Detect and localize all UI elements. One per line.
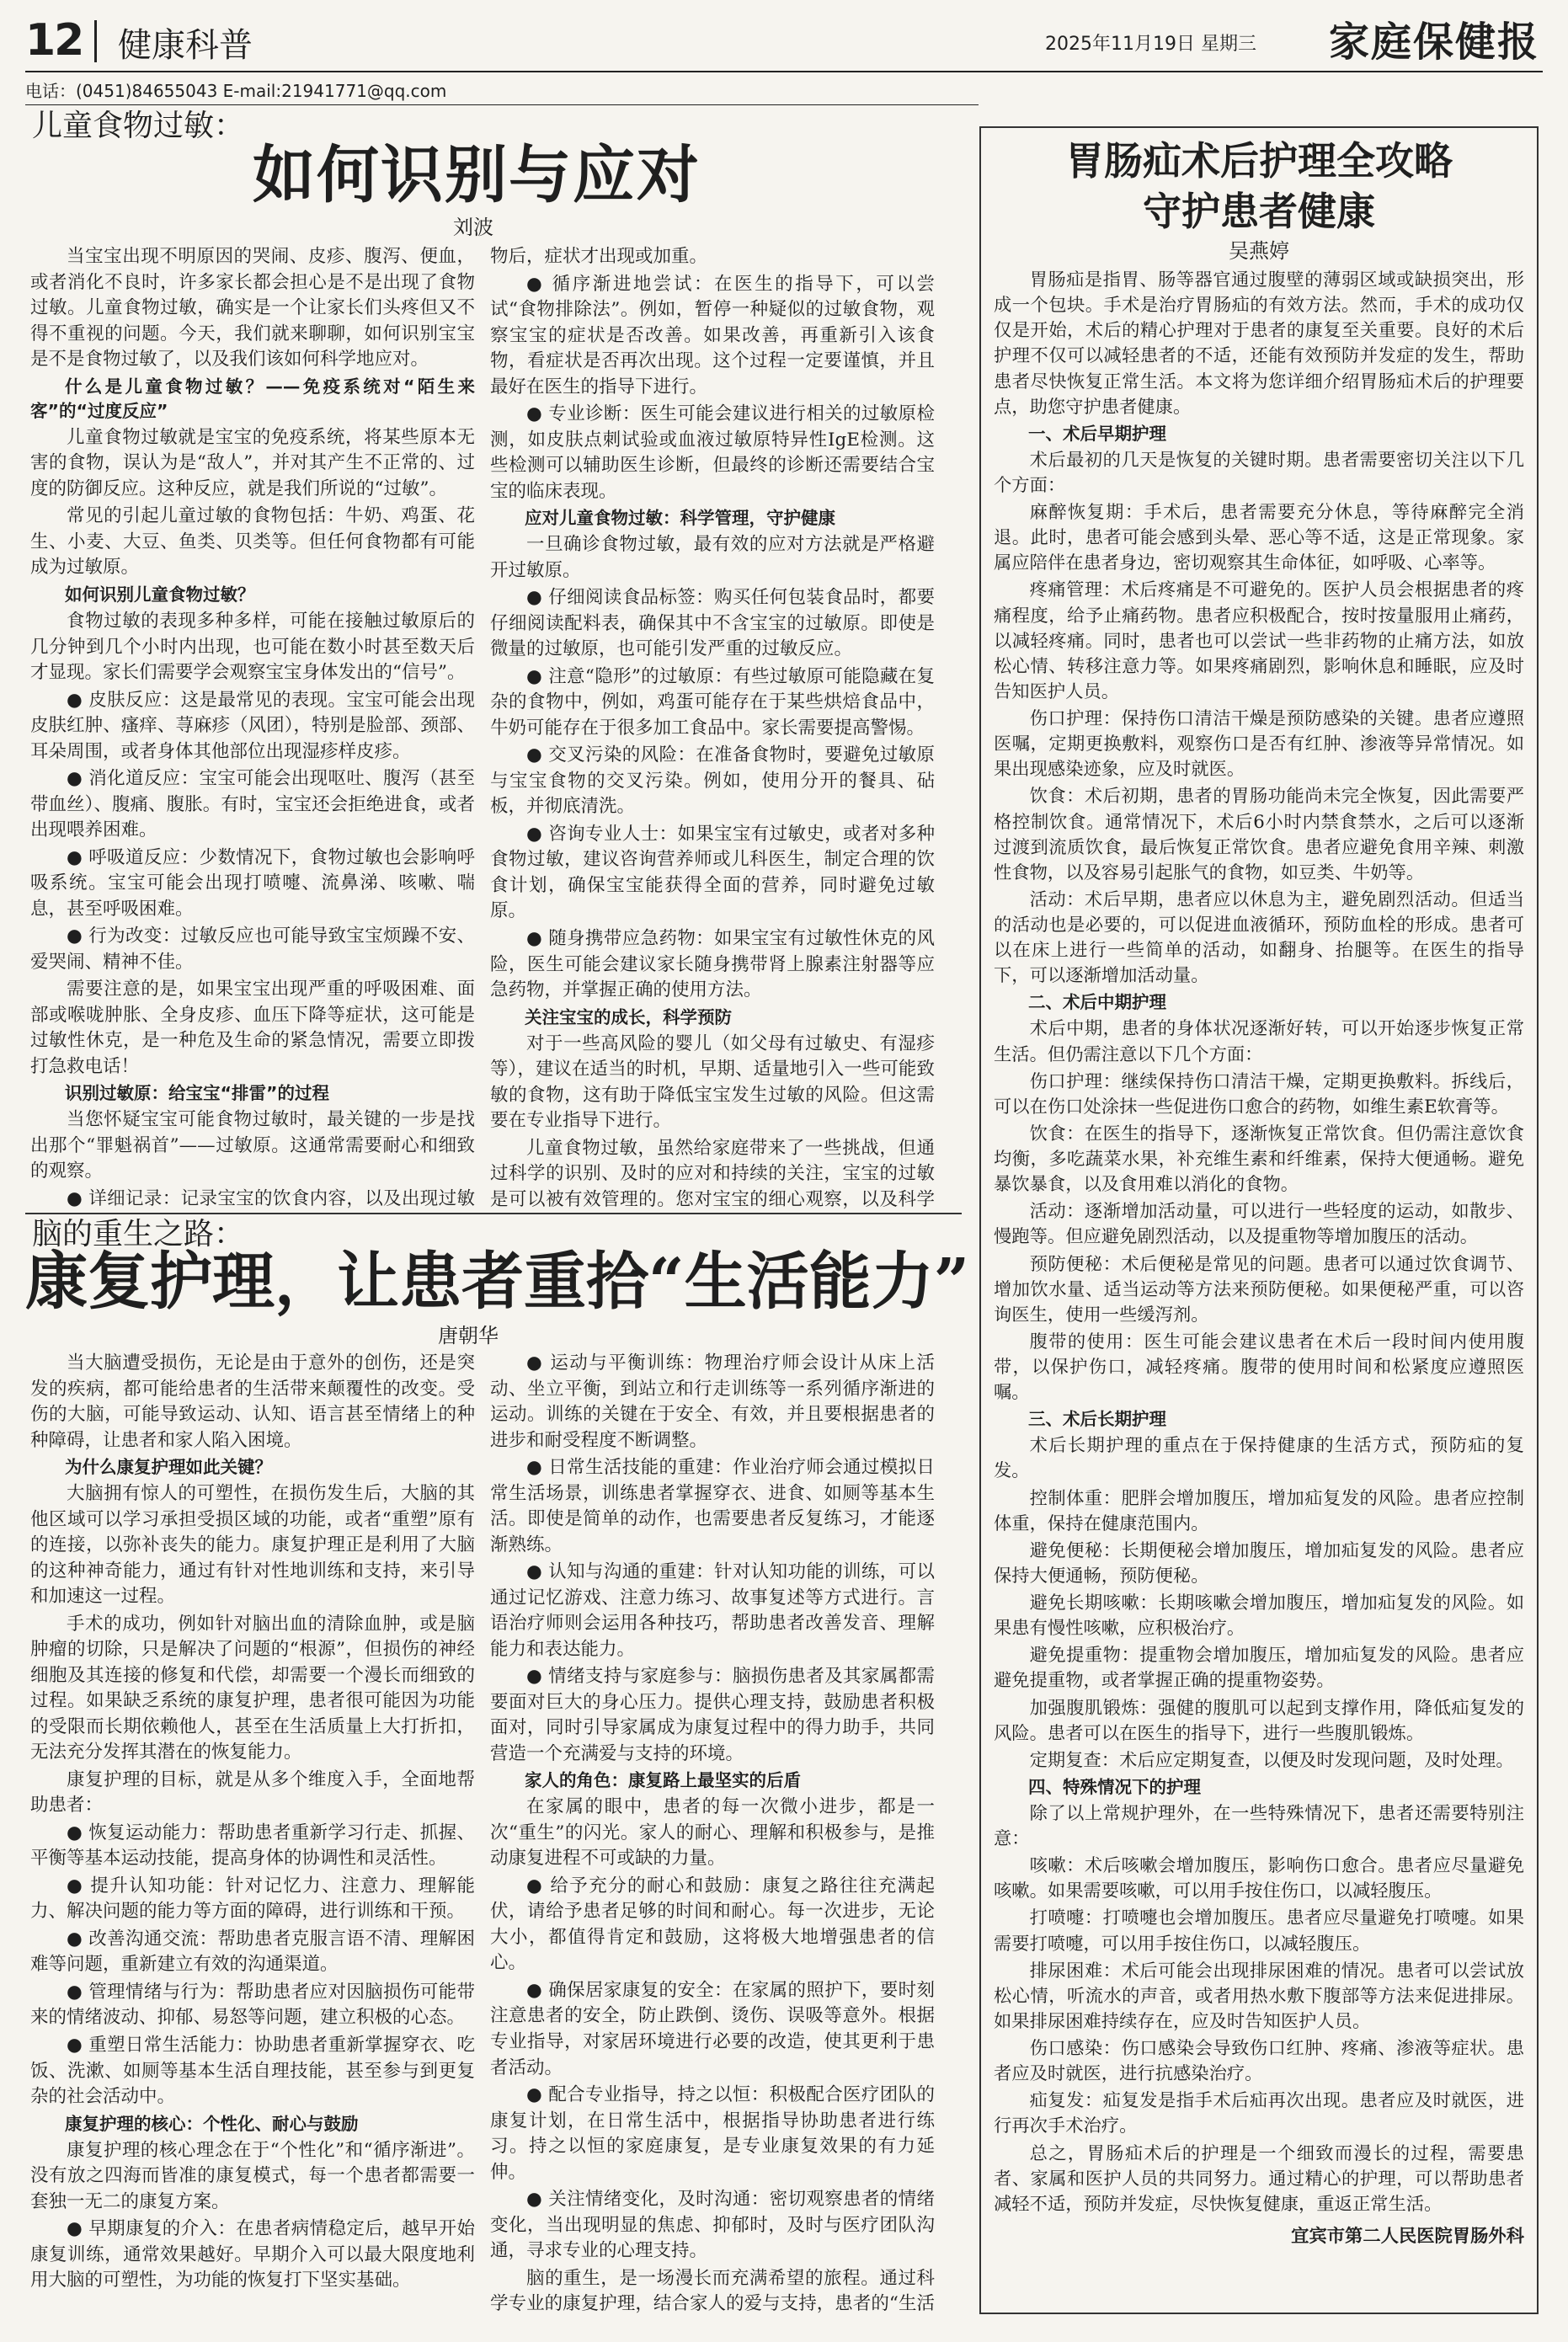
paragraph: 预防便秘：术后便秘是常见的问题。患者可以通过饮食调节、增加饮水量、适当运动等方法来预防便秘。如果便秘严重，可以咨询医生，使用一些缓泻剂。 [994,1253,1524,1326]
paragraph: ● 给予充分的耐心和鼓励：康复之路往往充满起伏，请给予患者足够的时间和耐心。每一次进步，无论大小，都值得肯定和鼓励，这将极大地增强患者的信心。 [490,1875,935,1974]
paragraph: 需要注意的是，如果宝宝出现严重的呼吸困难、面部或喉咙肿胀、全身皮疹、血压下降等症状，这可能是过敏性休克，是一种危及生命的紧急情况，需要立即拨打急救电话！ [30,979,475,1077]
paragraph: 控制体重：肥胖会增加腹压，增加疝复发的风险。患者应控制体重，保持在健康范围内。 [994,1487,1524,1534]
section-title: 健康科普 [118,26,253,65]
paragraph: 饮食：在医生的指导下，逐渐恢复正常饮食。但仍需注意饮食均衡，多吃蔬菜水果，补充维生素和纤维素，保持大便通畅。避免暴饮暴食，以及食用难以消化的食物。 [994,1123,1524,1196]
paragraph: 排尿困难：术后可能会出现排尿困难的情况。患者可以尝试放松心情，听流水的声音，或者用热水敷下腹部等方法来促进排尿。如果排尿困难持续存在，应及时告知医护人员。 [994,1960,1524,2032]
subheading: 三、术后长期护理 [1028,1409,1166,1430]
subheading: 什么是儿童食物过敏？——免疫系统对“陌生来客”的“过度反应” [30,376,475,421]
subheading: 家人的角色：康复路上最坚实的后盾 [525,1770,801,1791]
paragraph: ● 行为改变：过敏反应也可能导致宝宝烦躁不安、爱哭闹、精神不佳。 [30,926,475,973]
article3-title-line2: 守护患者健康 [1143,189,1375,234]
paragraph: 加强腹肌锻炼：强健的腹肌可以起到支撑作用，降低疝复发的风险。患者可以在医生的指导下，进行一些腹肌锻炼。 [994,1697,1524,1744]
article2-title: 康复护理，让患者重拾“生活能力” [25,1246,970,1318]
article2-kicker: 脑的重生之路： [32,1217,245,1251]
subheading: 关注宝宝的成长，科学预防 [525,1006,732,1027]
paragraph: ● 专业诊断：医生可能会建议进行相关的过敏原检测，如皮肤点刺试验或血液过敏原特异性IgE检测。这些检测可以辅助医生诊断，但最终的诊断还需要结合宝宝的临床表现。 [490,403,935,502]
paragraph: 疼痛管理：术后疼痛是不可避免的。医护人员会根据患者的疼痛程度，给予止痛药物。患者应积极配合，按时按量服用止痛药，以减轻疼痛。同时，患者也可以尝试一些非药物的止痛方法，如放松心情、转移注意力等。如果疼痛剧烈，影响休息和睡眠，应及时告知医护人员。 [994,579,1524,702]
paragraph: ● 注意“隐形”的过敏原：有些过敏原可能隐藏在复杂的食物中，例如，鸡蛋可能存在于某些烘焙食品中，牛奶可能存在于很多加工食品中。家长需要提高警惕。 [490,665,935,739]
paragraph: 避免便秘：长期便秘会增加腹压，增加疝复发的风险。患者应保持大便通畅，预防便秘。 [994,1539,1524,1587]
paragraph: ● 改善沟通交流：帮助患者克服言语不清、理解困难等问题，重新建立有效的沟通渠道。 [30,1928,475,1976]
paragraph: 避免长期咳嗽：长期咳嗽会增加腹压，增加疝复发的风险。如果患有慢性咳嗽，应积极治疗。 [994,1592,1524,1640]
paragraph: ● 随身携带应急药物：如果宝宝有过敏性休克的风险，医生可能会建议家长随身携带肾上腺素注射器等应急药物，并掌握正确的使用方法。 [490,928,935,1001]
paragraph: 当宝宝出现不明原因的哭闹、皮疹、腹泻、便血，或者消化不良时，许多家长都会担心是不是出现了食物过敏。儿童食物过敏，确实是一个让家长们头疼但又不得不重视的问题。今天，我们就来聊聊，如何识别宝宝是不是食物过敏了，以及我们该如何科学地应对。 [30,246,475,371]
article1-column-1 [30,244,475,1211]
article1-author: 刘波 [453,216,493,239]
paragraph: 康复护理的目标，就是从多个维度入手，全面地帮助患者： [30,1769,475,1817]
newspaper-name: 家庭保健报 [1328,19,1539,66]
page-number: 12 [25,15,83,66]
article3-body [994,268,1524,2297]
paragraph: 当大脑遭受损伤，无论是由于意外的创伤，还是突发的疾病，都可能给患者的生活带来颠覆性的改变。受伤的大脑，可能导致运动、认知、语言甚至情绪上的种种障碍，让患者和家人陷入困境。 [30,1352,475,1451]
paragraph: 定期复查：术后应定期复查，以便及时发现问题，及时处理。 [1029,1749,1514,1771]
paragraph: 麻醉恢复期：手术后，患者需要充分休息，等待麻醉完全消退。此时，患者可能会感到头晕、恶心等不适，这是正常现象。家属应陪伴在患者身边，密切观察其生命体征，如呼吸、心率等。 [994,502,1524,574]
paragraph: ● 认知与沟通的重建：针对认知功能的训练，可以通过记忆游戏、注意力练习、故事复述等方式进行。言语治疗师则会运用各种技巧，帮助患者改善发音、理解能力和表达能力。 [490,1561,935,1660]
paragraph: ● 仔细阅读食品标签：购买任何包装食品时，都要仔细阅读配料表，确保其中不含宝宝的过敏原。即使是微量的过敏原，也可能引发严重的过敏反应。 [490,587,935,660]
paragraph: 腹带的使用：医生可能会建议患者在术后一段时间内使用腹带，以保护伤口，减轻疼痛。腹带的使用时间和松紧度应遵照医嘱。 [994,1331,1524,1404]
paragraph: ● 恢复运动能力：帮助患者重新学习行走、抓握、平衡等基本运动技能，提高身体的协调性和灵活性。 [30,1822,475,1870]
paragraph: 在家属的眼中，患者的每一次微小进步，都是一次“重生”的闪光。家人的耐心、理解和积极参与，是推动康复进程不可或缺的力量。 [490,1796,935,1870]
paragraph: ● 皮肤反应：这是最常见的表现。宝宝可能会出现皮肤红肿、瘙痒、荨麻疹（风团），特别是脸部、颈部、耳朵周围，或者身体其他部位出现湿疹样皮疹。 [30,689,475,762]
paragraph: 儿童食物过敏就是宝宝的免疫系统，将某些原本无害的食物，误认为是“敌人”，并对其产生不正常的、过度的防御反应。这种反应，就是我们所说的“过敏”。 [30,426,475,499]
paragraph: ● 重塑日常生活能力：协助患者重新掌握穿衣、吃饭、洗漱、如厕等基本生活自理技能，甚至参与到更复杂的社会活动中。 [30,2035,475,2108]
subheading: 应对儿童食物过敏：科学管理，守护健康 [525,508,835,529]
subheading: 一、术后早期护理 [1028,423,1166,444]
subheading: 二、术后中期护理 [1028,992,1166,1013]
paragraph: 术后最初的几天是恢复的关键时期。患者需要密切关注以下几个方面： [994,449,1524,496]
paragraph: ● 关注情绪变化，及时沟通：密切观察患者的情绪变化，当出现明显的焦虑、抑郁时，及时与医疗团队沟通，寻求专业的心理支持。 [490,2189,935,2262]
article2-column-1 [30,1351,475,2319]
paragraph: 食物过敏的表现多种多样，可能在接触过敏原后的几分钟到几个小时内出现，也可能在数小时甚至数天后才显现。家长们需要学会观察宝宝身体发出的“信号”。 [30,611,475,684]
article3-title-line1: 胃肠疝术后护理全攻略 [1065,138,1453,184]
paragraph: 术后长期护理的重点在于保持健康的生活方式，预防疝的复发。 [994,1435,1524,1482]
paragraph: 对于一些高风险的婴儿（如父母有过敏史、有湿疹等），建议在适当的时机，早期、适量地引入一些可能致敏的食物，这有助于降低宝宝发生过敏的风险。但这需要在专业指导下进行。 [490,1032,935,1132]
paragraph: 手术的成功，例如针对脑出血的清除血肿，或是脑肿瘤的切除，只是解决了问题的“根源”，但损伤的神经细胞及其连接的修复和代偿，却需要一个漫长而细致的过程。如果缺乏系统的康复护理，患者很可能因为功能的受限而长期依赖他人，甚至在生活质量上大打折扣，无法充分发挥其潜在的恢复能力。 [30,1613,475,1763]
subheading: 四、特殊情况下的护理 [1028,1776,1201,1797]
contact-rule [25,104,979,105]
paragraph: ● 提升认知功能：针对记忆力、注意力、理解能力、解决问题的能力等方面的障碍，进行训练和干预。 [30,1875,475,1923]
paragraph: 总之，胃肠疝术后的护理是一个细致而漫长的过程，需要患者、家属和医护人员的共同努力。通过精心的护理，可以帮助患者减轻不适，预防并发症，尽快恢复健康，重返正常生活。 [994,2142,1524,2215]
article-divider [25,1213,962,1214]
paragraph: 活动：逐渐增加活动量，可以进行一些轻度的运动，如散步、慢跑等。但应避免剧烈活动，以及提重物等增加腹压的活动。 [994,1201,1524,1248]
paragraph: ● 循序渐进地尝试：在医生的指导下，可以尝试“食物排除法”。例如，暂停一种疑似的过敏食物，观察宝宝的症状是否改善。如果改善，再重新引入该食物，看症状是否再次出现。这个过程一定要谨慎，并且最好在医生的指导下进行。 [490,273,935,397]
paragraph: ● 运动与平衡训练：物理治疗师会设计从床上活动、坐立平衡，到站立和行走训练等一系列循序渐进的运动。训练的关键在于安全、有效，并且要根据患者的进步和耐受程度不断调整。 [490,1352,935,1451]
subheading: 康复护理的核心：个性化、耐心与鼓励 [65,2113,359,2134]
paragraph: ● 呼吸道反应：少数情况下，食物过敏也会影响呼吸系统。宝宝可能会出现打喷嚏、流鼻涕、咳嗽、喘息，甚至呼吸困难。 [30,846,475,920]
paragraph: 儿童食物过敏，虽然给家庭带来了一些挑战，但通过科学的识别、及时的应对和持续的关注，宝宝的过敏是可以被有效管理的。您对宝宝的细心观察，以及科学 [490,1137,935,1210]
contact-line: 电话：(0451)84655043 E-mail:21941771@qq.com [25,81,447,101]
paragraph: 活动：术后早期，患者应以休息为主，避免剧烈活动。但适当的活动也是必要的，可以促进血液循环，预防血栓的形成。患者可以在床上进行一些简单的活动，如翻身、抬腿等。在医生的指导下，可以逐渐增加活动量。 [994,888,1524,987]
paragraph: 大脑拥有惊人的可塑性，在损伤发生后，大脑的其他区域可以学习承担受损区域的功能，或者“重塑”原有的连接，以弥补丧失的能力。康复护理正是利用了大脑的这种神奇能力，通过有针对性地训练和支持，来引导和加速这一过程。 [30,1483,475,1608]
paragraph: 饮食：术后初期，患者的胃肠功能尚未完全恢复，因此需要严格控制饮食。通常情况下，术后6小时内禁食禁水，之后可以逐渐过渡到流质饮食，最后恢复正常饮食。患者应避免食用辛辣、刺激性食物，以及容易引起胀气的食物，如豆类、牛奶等。 [994,786,1524,883]
paragraph: 疝复发：疝复发是指手术后疝再次出现。患者应及时就医，进行再次手术治疗。 [994,2090,1524,2137]
paragraph: 伤口护理：继续保持伤口清洁干燥，定期更换敷料。拆线后，可以在伤口处涂抹一些促进伤口愈合的药物，如维生素E软膏等。 [994,1070,1524,1118]
article1-column-2 [490,244,935,1211]
source-credit: 宜宾市第二人民医院胃肠外科 [1291,2225,1524,2247]
paragraph: ● 消化道反应：宝宝可能会出现呕吐、腹泻（甚至带血丝）、腹痛、腹胀。有时，宝宝还会拒绝进食，或者出现喂养困难。 [30,768,475,841]
article2-column-2 [490,1351,935,2319]
paragraph: ● 配合专业指导，持之以恒：积极配合医疗团队的康复计划，在日常生活中，根据指导协助患者进行练习。持之以恒的家庭康复，是专业康复效果的有力延伸。 [490,2084,935,2183]
paragraph: ● 情绪支持与家庭参与：脑损伤患者及其家属都需要面对巨大的身心压力。提供心理支持，鼓励患者积极面对，同时引导家属成为康复过程中的得力助手，共同营造一个充满爱与支持的环境。 [490,1666,935,1764]
paragraph: ● 早期康复的介入：在患者病情稳定后，越早开始康复训练，通常效果越好。早期介入可以最大限度地利用大脑的可塑性，为功能的恢复打下坚实基础。 [30,2218,475,2291]
paragraph: 伤口护理：保持伤口清洁干燥是预防感染的关键。患者应遵照医嘱，定期更换敷料，观察伤口是否有红肿、渗液等异常情况。如果出现感染迹象，应及时就医。 [994,708,1524,781]
paragraph: 咳嗽：术后咳嗽会增加腹压，影响伤口愈合。患者应尽量避免咳嗽。如果需要咳嗽，可以用手按住伤口，以减轻腹压。 [994,1855,1524,1902]
paragraph: 伤口感染：伤口感染会导致伤口红肿、疼痛、渗液等症状。患者应及时就医，进行抗感染治疗。 [994,2038,1524,2085]
paragraph: 术后中期，患者的身体状况逐渐好转，可以开始逐步恢复正常生活。但仍需注意以下几个方面： [994,1018,1524,1065]
paragraph: ● 日常生活技能的重建：作业治疗师会通过模拟日常生活场景，训练患者掌握穿衣、进食、如厕等基本生活。即使是简单的动作，也需要患者反复练习，才能逐渐熟练。 [490,1457,935,1555]
paragraph: 常见的引起儿童过敏的食物包括：牛奶、鸡蛋、花生、小麦、大豆、鱼类、贝类等。但任何食物都有可能成为过敏原。 [30,505,475,579]
paragraph: ● 管理情绪与行为：帮助患者应对因脑损伤可能带来的情绪波动、抑郁、易怒等问题，建立积极的心态。 [30,1981,475,2029]
article1-kicker: 儿童食物过敏： [32,109,245,143]
paragraph: 除了以上常规护理外，在一些特殊情况下，患者还需要特别注意： [994,1802,1524,1849]
paragraph: 康复护理的核心理念在于“个性化”和“循序渐进”。没有放之四海而皆准的康复模式，每一个患者都需要一套独一无二的康复方案。 [30,2139,475,2212]
paragraph: ● 咨询专业人士：如果宝宝有过敏史，或者对多种食物过敏，建议咨询营养师或儿科医生，制定合理的饮食计划，确保宝宝能获得全面的营养，同时避免过敏原。 [490,823,935,922]
masthead-divider [94,20,97,62]
subheading: 如何识别儿童食物过敏？ [65,584,255,605]
article2-author: 唐朝华 [438,1324,499,1347]
article1-title: 如何识别与应对 [253,139,701,211]
subheading: 识别过敏原：给宝宝“排雷”的过程 [65,1083,329,1104]
paragraph: 当您怀疑宝宝可能食物过敏时，最关键的一步是找出那个“罪魁祸首”——过敏原。这通常需要耐心和细致的观察。 [30,1109,475,1182]
issue-date: 2025年11月19日 星期三 [1045,34,1256,55]
subheading: 为什么康复护理如此关键？ [65,1457,272,1478]
paragraph: ● 确保居家康复的安全：在家属的照护下，要时刻注意患者的安全，防止跌倒、烫伤、误吸等意外。根据专业指导，对家居环境进行必要的改造，使其更利于患者活动。 [490,1979,935,2078]
masthead-rule [25,71,1543,72]
paragraph: 物后，症状才出现或加重。 [490,246,708,267]
paragraph: ● 详细记录：记录宝宝的饮食内容，以及出现过敏 [67,1187,475,1209]
paragraph: 脑的重生，是一场漫长而充满希望的旅程。通过科学专业的康复护理，结合家人的爱与支持，患者的“生活 [490,2267,935,2315]
paragraph: 打喷嚏：打喷嚏也会增加腹压。患者应尽量避免打喷嚏。如果需要打喷嚏，可以用手按住伤口，以减轻腹压。 [994,1907,1524,1955]
paragraph: 胃肠疝是指胃、肠等器官通过腹壁的薄弱区域或缺损突出，形成一个包块。手术是治疗胃肠疝的有效方法。然而，手术的成功仅仅是开始，术后的精心护理对于患者的康复至关重要。良好的术后护理不仅可以减轻患者的不适，还能有效预防并发症的发生，帮助患者尽快恢复正常生活。本文将为您详细介绍胃肠疝术后的护理要点，助您守护患者健康。 [994,269,1524,418]
paragraph: 避免提重物：提重物会增加腹压，增加疝复发的风险。患者应避免提重物，或者掌握正确的提重物姿势。 [994,1645,1524,1692]
paragraph: 一旦确诊食物过敏，最有效的应对方法就是严格避开过敏原。 [490,534,935,581]
paragraph: ● 交叉污染的风险：在准备食物时，要避免过敏原与宝宝食物的交叉污染。例如，使用分开的餐具、砧板，并彻底清洗。 [490,744,935,818]
article3-author: 吴燕婷 [1229,239,1289,263]
